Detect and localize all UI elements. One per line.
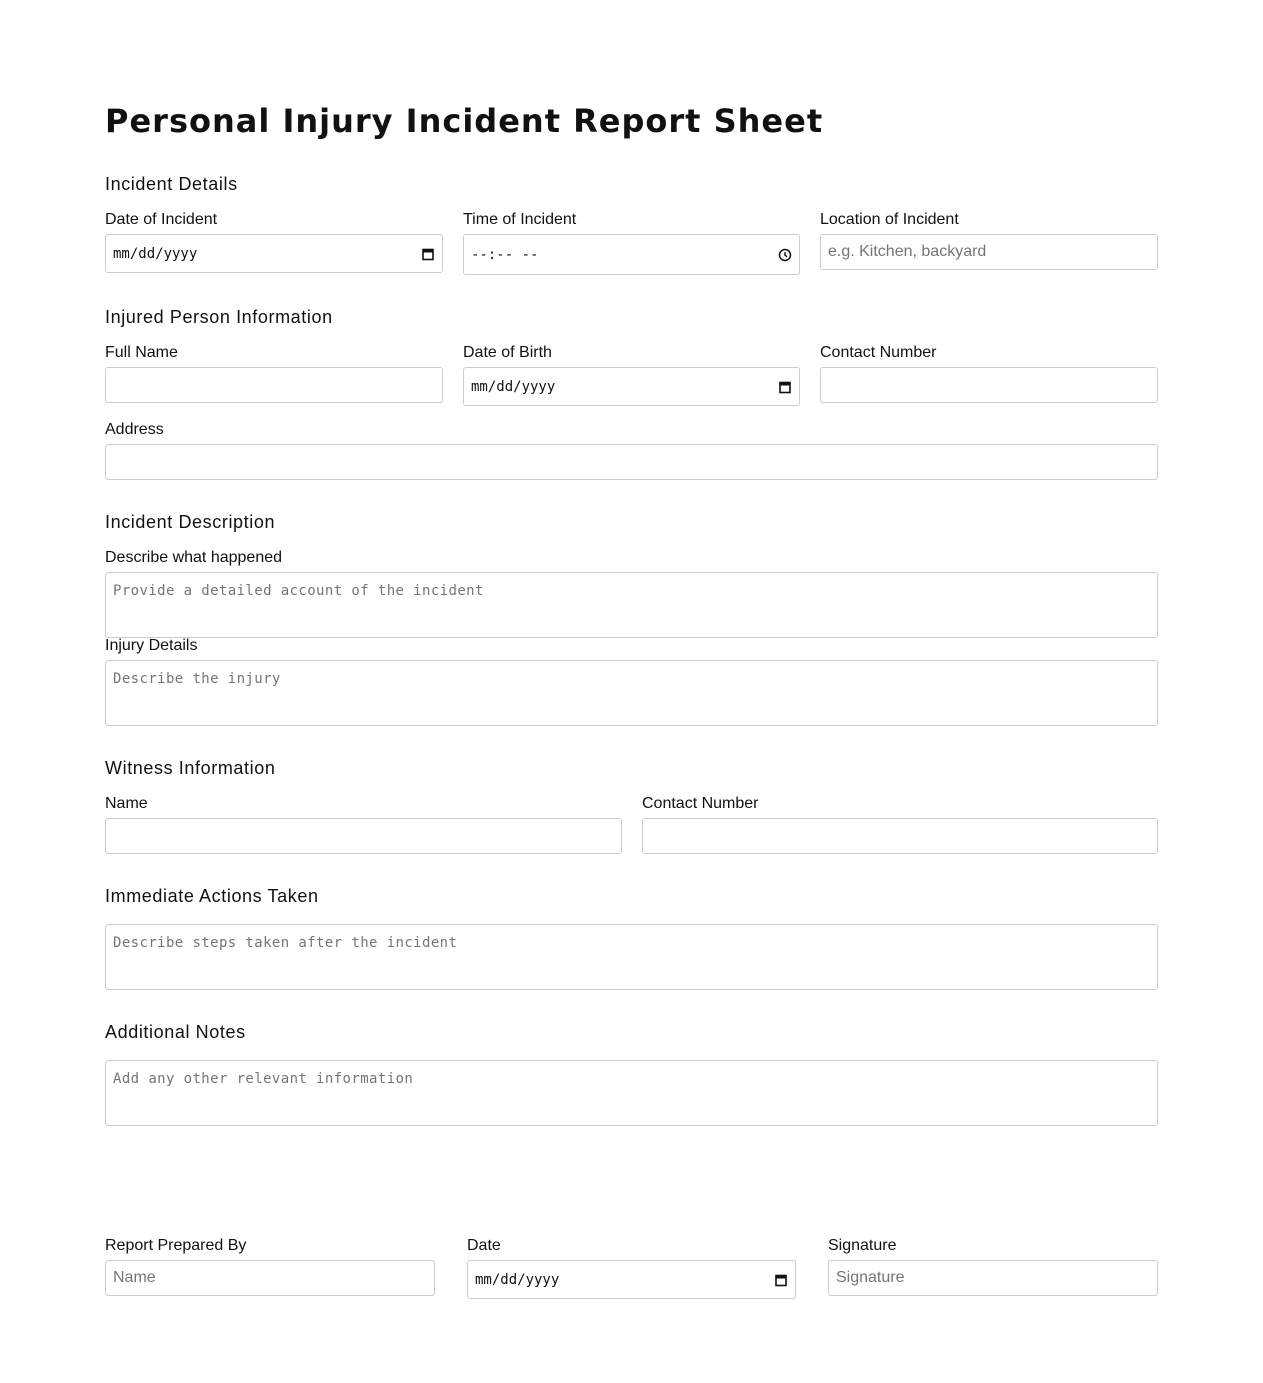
- address-input[interactable]: [105, 444, 1158, 480]
- report-date-label: Date: [467, 1237, 501, 1254]
- witness-name-label: Name: [105, 795, 148, 812]
- injury-details-label: Injury Details: [105, 637, 198, 654]
- prepared-by-label: Report Prepared By: [105, 1237, 247, 1254]
- what-happened-textarea[interactable]: Provide a detailed account of the incident: [105, 572, 1158, 638]
- date-of-incident-label: Date of Incident: [105, 211, 218, 228]
- section-witness: Witness Information: [105, 758, 276, 778]
- full-name-input[interactable]: [105, 367, 443, 403]
- calendar-icon[interactable]: [421, 247, 435, 261]
- signature-label: Signature: [828, 1237, 897, 1254]
- dob-input[interactable]: mm/dd/yyyy: [463, 367, 800, 406]
- contact-number-input[interactable]: [820, 367, 1158, 403]
- section-injured-person: Injured Person Information: [105, 307, 333, 327]
- clock-icon[interactable]: [778, 248, 792, 262]
- witness-name-input[interactable]: [105, 818, 622, 854]
- section-additional-notes: Additional Notes: [105, 1022, 246, 1042]
- witness-contact-input[interactable]: [642, 818, 1158, 854]
- witness-contact-label: Contact Number: [642, 795, 759, 812]
- calendar-icon[interactable]: [774, 1273, 788, 1287]
- section-incident-details: Incident Details: [105, 174, 238, 194]
- immediate-actions-textarea[interactable]: Describe steps taken after the incident: [105, 924, 1158, 990]
- what-happened-label: Describe what happened: [105, 549, 283, 566]
- section-incident-description: Incident Description: [105, 512, 276, 532]
- page-title: Personal Injury Incident Report Sheet: [105, 102, 824, 140]
- full-name-label: Full Name: [105, 344, 178, 361]
- signature-input[interactable]: Signature: [828, 1260, 1158, 1296]
- time-of-incident-input[interactable]: --:-- --: [463, 234, 800, 275]
- additional-notes-textarea[interactable]: Add any other relevant information: [105, 1060, 1158, 1126]
- prepared-by-input[interactable]: Name: [105, 1260, 435, 1296]
- location-input[interactable]: e.g. Kitchen, backyard: [820, 234, 1158, 270]
- dob-label: Date of Birth: [463, 344, 552, 361]
- calendar-icon[interactable]: [778, 380, 792, 394]
- section-immediate-actions: Immediate Actions Taken: [105, 886, 319, 906]
- time-of-incident-label: Time of Incident: [463, 211, 577, 228]
- address-label: Address: [105, 421, 164, 438]
- location-label: Location of Incident: [820, 211, 959, 228]
- injury-details-textarea[interactable]: Describe the injury: [105, 660, 1158, 726]
- contact-number-label: Contact Number: [820, 344, 937, 361]
- report-date-input[interactable]: mm/dd/yyyy: [467, 1260, 796, 1299]
- date-of-incident-input[interactable]: mm/dd/yyyy: [105, 234, 443, 273]
